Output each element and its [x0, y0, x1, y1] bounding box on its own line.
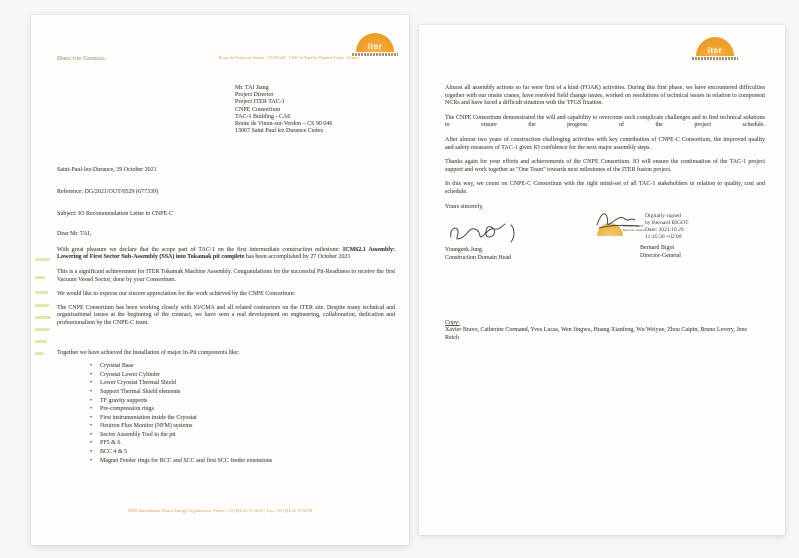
iter-logo-wordmark: iter: [707, 46, 723, 55]
bullet-item: • Lower Cryostat Thermal Shield: [90, 379, 395, 388]
milestone-bold-text: ICM62.1 Assembly: Lowering of First Sector Sub-Assembly (SSA) into Tokamak pit complete: [57, 246, 395, 261]
digital-signature-line: Digitally signed: [645, 213, 681, 220]
paragraph-capability: The CNPE Consortium demonstrated the will and capability to overcome such complicate challenges and to find technical solutions to ensure the progress of the project schedule.: [445, 114, 765, 129]
recipient-line: Mr. TAI Jiang: [235, 85, 269, 91]
highlight-mark: [35, 304, 49, 307]
bullet-item: • Support Thermal Shield elements: [90, 388, 395, 397]
digital-signature-text: [643, 211, 689, 241]
page1-footer: ITER International Fusion Energy Organization, Phone: +33 (0)4 42 17 66 01 | Fax: +33 (0)4 42 17 66 00: [127, 508, 313, 513]
closing-line: Yours sincerely,: [445, 203, 484, 210]
handwritten-signature-jung: [445, 217, 535, 247]
handwritten-signature-bigot: [595, 207, 643, 233]
paragraph-milestone: [57, 247, 395, 262]
bullet-item: • Cryostat Base: [90, 362, 395, 371]
bullet-item: • Cryostat Lower Cylinder: [90, 371, 395, 380]
iter-logo-dome-icon: [356, 33, 394, 52]
signer-title: Construction Domain Head: [445, 254, 511, 261]
salutation: Dear Mr. TAI,: [57, 231, 92, 238]
paragraph-text: With great pleasure we declare that the scope part of TAC-1 on the first intermediate construction milestone:: [57, 246, 343, 253]
paragraph-two-years: After almost two years of construction challenging activities with key contribution of CNPE-C Consortium, the improved quality and safety measures of TAC-1 gives IO confidence for the next major assembly steps.: [445, 136, 765, 151]
highlight-mark: [35, 328, 50, 331]
iter-logo: [689, 37, 741, 60]
bullet-item: • PF5 & 6: [90, 439, 395, 448]
copy-label: Copy:: [445, 320, 460, 327]
signer-name: Bernard Bigot: [640, 245, 675, 252]
reference-line: Reference: DG/2021/OUT/0529 (677339): [57, 189, 158, 196]
signer-name: Youngeek Jung: [445, 247, 482, 254]
page1-header: [31, 15, 409, 70]
paragraph-foak: Almost all assembly actions so far were first of a kind (FOAK) activities. During this first phase, we have encountered difficulties together with our onsite cranes, have resolved field change issues, worked on resolutions of technical issues in relation to component NCRs and have faced a difficult situation with the TFGS fixation.: [445, 85, 765, 107]
signature-area: [419, 211, 785, 291]
bullet-item: • BCC 4 & 5: [90, 448, 395, 457]
iter-logo-wordmark: iter: [367, 42, 383, 51]
iter-logo-dome-icon: [696, 37, 734, 56]
copy-block: [419, 320, 785, 342]
bullet-item: • Sector Assembly Tool in the pit: [90, 431, 395, 440]
paragraph-achievement: This is a significant achievement for ITER Tokamak Machine Assembly. Congratulations for the successful Pit-Readiness to receive the first Vacuum Vessel Sector, done by your Consortium.: [57, 268, 395, 283]
highlight-mark: [35, 316, 51, 319]
recipient-line: Project ITER TAC-1: [235, 99, 285, 106]
components-list-intro: Together we have achieved the installation of major In-Pit components like:: [57, 349, 240, 356]
components-list: [90, 362, 395, 465]
stamp-title: Director General: [623, 228, 645, 233]
recipient-address-block: [235, 85, 395, 135]
highlight-mark: [35, 276, 45, 279]
sender-title: Director-General: [57, 55, 106, 62]
recipient-line: Route de Vinon-sur-Verdon – CS 90 046: [235, 121, 333, 128]
digital-signature-line: Date: 2021.10.29: [645, 227, 684, 234]
copy-names: Xavier Bravo, Catherine Cormand, Yves Lucas, Wen Jingwu, Huang Xianfeng, Wu Weiyue, Zhou Caipin, Bruno Levery, Jens Reich: [445, 327, 747, 341]
iter-logo-caption: [692, 57, 738, 60]
recipient-line: TAC-1 Building - CA6: [235, 113, 291, 120]
digital-signature-line: 11:45:30 +02'00': [645, 234, 683, 241]
highlight-mark: [35, 258, 50, 261]
paragraph-text: has been accomplished by 27 October 2021: [244, 254, 351, 261]
paragraph-thanks: Thanks again for your efforts and achievements of the CNPE Consortium. IO will ensure the continuation of the TAC-1 project support and work together as "One Team" towards next milestones of the ITER fusion project.: [445, 159, 765, 173]
subject-line: Subject: IO Recommendation Letter to CNPE-C: [57, 210, 174, 217]
signature-stamp: [595, 211, 643, 241]
letter-page-1: [31, 15, 409, 545]
recipient-line: CNPE Consortium: [235, 106, 281, 113]
stamp-name: Bernard BIGOT: [623, 224, 644, 229]
highlight-mark: [35, 352, 44, 355]
recipient-line: Project Director: [235, 92, 274, 99]
bullet-item: • Neutron Flux Monitor (NFM) systems: [90, 422, 395, 431]
bullet-item: • TF gravity supports: [90, 397, 395, 406]
highlight-mark: [35, 340, 47, 343]
signer-title: Director-General: [640, 252, 681, 259]
bullet-item: • First instrumentation inside the Cryostat: [90, 414, 395, 423]
paragraph-mindset: In this way, we count on CNPE-C Consortium with the right mind-set of all TAC-1 stakeholders in relation to quality, cost and schedule.: [445, 181, 765, 195]
date-line: Saint-Paul-lez-Durance, 29 October 2021: [57, 167, 157, 174]
signer-right-block: [595, 211, 775, 260]
bullet-item: • Magnet Feeder rings for BCC and SCC and first SCC feeder extensions: [90, 457, 395, 466]
letterhead-address: Route de Vinon-sur-Verdon - CS 90 046 - 13067 St Paul lez Durance Cedex - France: [219, 56, 359, 60]
digital-signature-line: by Bernard BIGOT: [645, 220, 689, 227]
recipient-line: 13067 Saint Paul lez Durance Cedex: [235, 128, 324, 135]
iter-logo-caption: [352, 53, 398, 56]
iter-logo: [349, 33, 401, 56]
bullet-item: • Pre-compression rings: [90, 405, 395, 414]
highlight-mark: [35, 291, 48, 294]
letter-page-2: [419, 25, 785, 535]
paragraph-collaboration: The CNPE Consortium has been working closely with IO/CMA and all related contractors on the ITER site. Despite many technical and organizational issues at the beginning of the contract, we have seen a real development on engineering, collaboration, dedication and professionalism by the CNPE-C team.: [57, 304, 395, 326]
paragraph-appreciation: We would like to express our sincere appreciation for the work achieved by the CNPE Consortium:: [57, 291, 296, 298]
signer-left-block: [445, 217, 575, 262]
